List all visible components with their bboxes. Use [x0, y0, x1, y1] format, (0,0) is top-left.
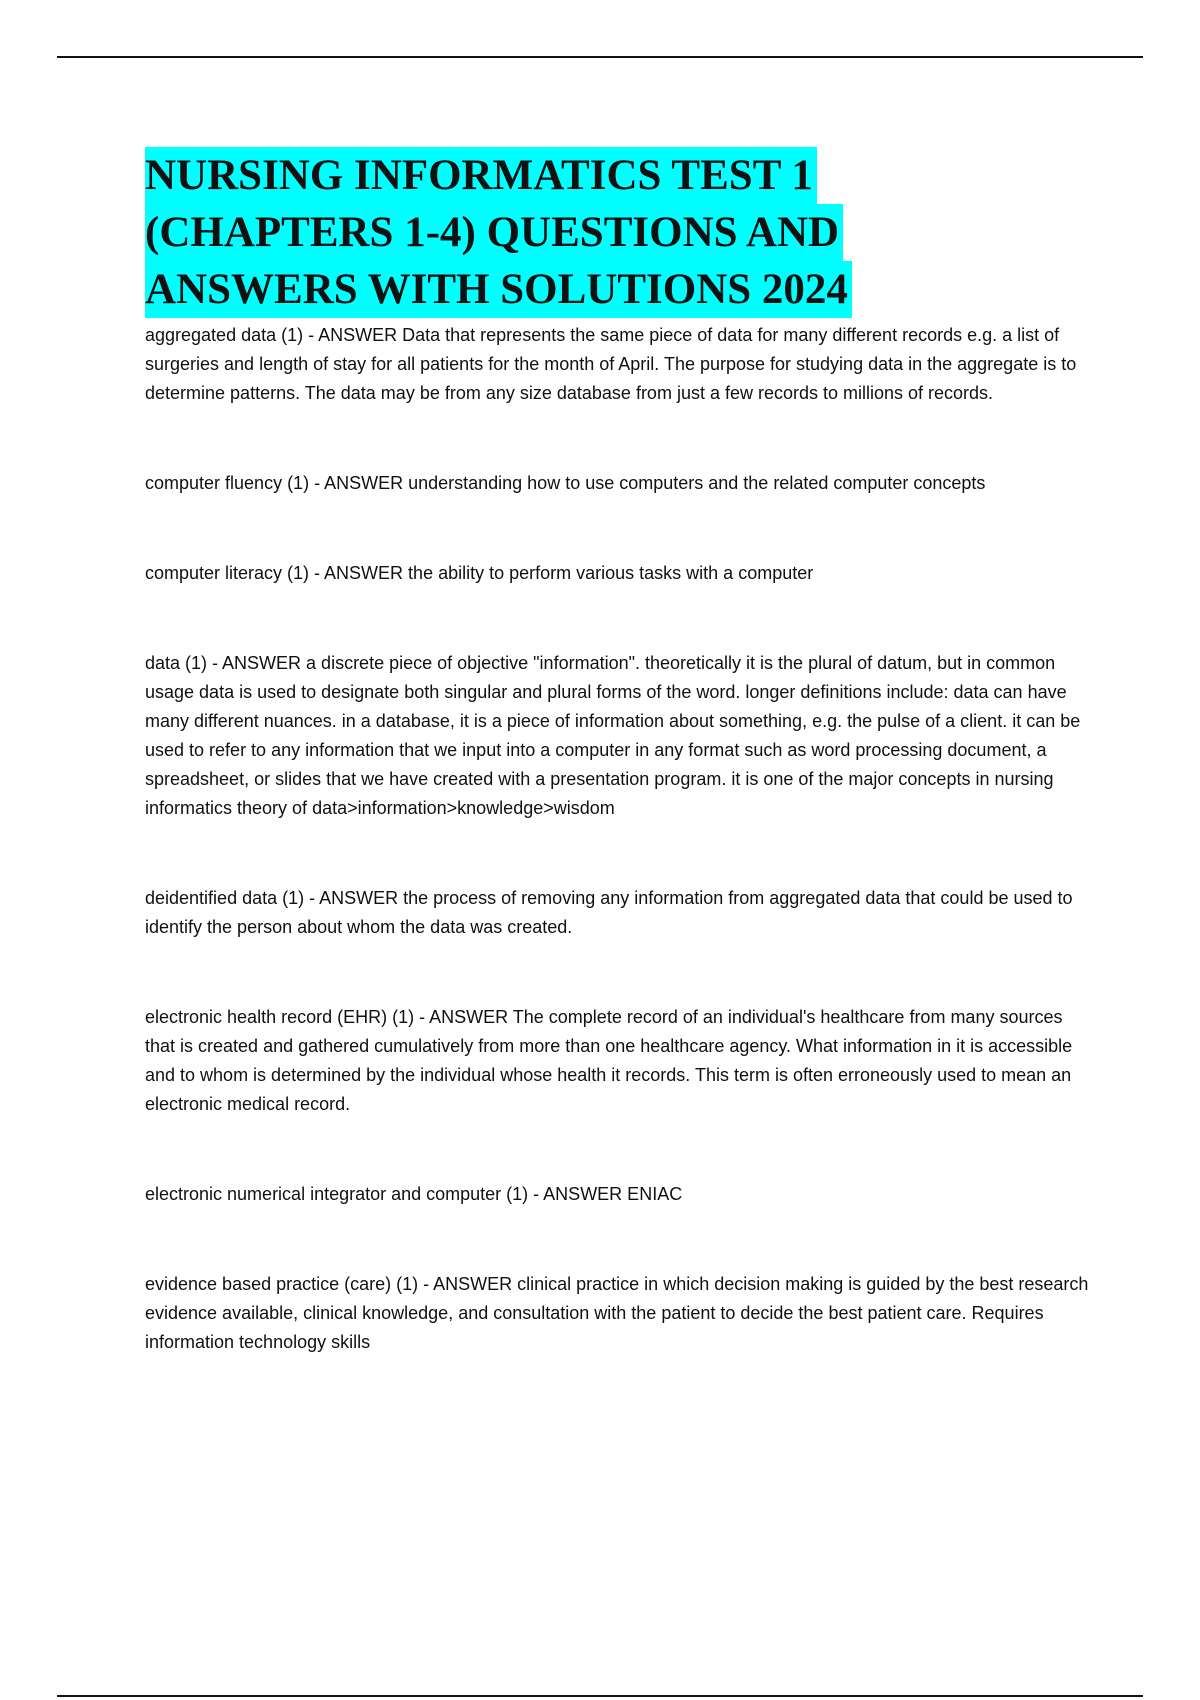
qa-entry-computer-fluency: computer fluency (1) - ANSWER understanding how to use computers and the related computer concepts [145, 473, 986, 493]
document-title [145, 147, 1095, 318]
qa-entry-deidentified-data: deidentified data (1) - ANSWER the process of removing any information from aggregated data that could be used to identify the person about whom the data was created. [145, 888, 1078, 937]
bottom-rule [57, 1695, 1143, 1697]
top-rule [57, 56, 1143, 58]
qa-entry-aggregated-data: aggregated data (1) - ANSWER Data that represents the same piece of data for many different records e.g. a list of surgeries and length of stay for all patients for the month of April. The purpose for studying data in the aggregate is to determine patterns. The data may be from any size database from just a few records to millions of records. [145, 325, 1082, 403]
qa-entry-data: data (1) - ANSWER a discrete piece of objective "information". theoretically it is the plural of datum, but in common usage data is used to designate both singular and plural forms of the word. longer definitions include: data can have many different nuances. in a database, it is a piece of information about something, e.g. the pulse of a client. it can be used to refer to any information that we input into a computer in any format such as word processing document, a spreadsheet, or slides that we have created with a presentation program. it is one of the major concepts in nursing informatics theory of data>information>knowledge>wisdom [145, 653, 1086, 818]
qa-entry-computer-literacy: computer literacy (1) - ANSWER the ability to perform various tasks with a computer [145, 563, 814, 583]
qa-entry-list [145, 321, 1095, 1357]
title-line: ANSWERS WITH SOLUTIONS 2024 [145, 261, 852, 318]
page-content [145, 147, 1095, 1418]
title-line: (CHAPTERS 1-4) QUESTIONS AND [145, 204, 843, 261]
qa-entry-evidence-based-practice: evidence based practice (care) (1) - ANSWER clinical practice in which decision making is guided by the best research evidence available, clinical knowledge, and consultation with the patient to decide the best patient care. Requires information technology skills [145, 1274, 1094, 1352]
title-line: NURSING INFORMATICS TEST 1 [145, 147, 817, 204]
qa-entry-ehr: electronic health record (EHR) (1) - ANSWER The complete record of an individual's healthcare from many sources that is created and gathered cumulatively from more than one healthcare agency. What information in it is accessible and to whom is determined by the individual whose health it records. This term is often erroneously used to mean an electronic medical record. [145, 1007, 1078, 1114]
qa-entry-eniac: electronic numerical integrator and computer (1) - ANSWER ENIAC [145, 1184, 683, 1204]
